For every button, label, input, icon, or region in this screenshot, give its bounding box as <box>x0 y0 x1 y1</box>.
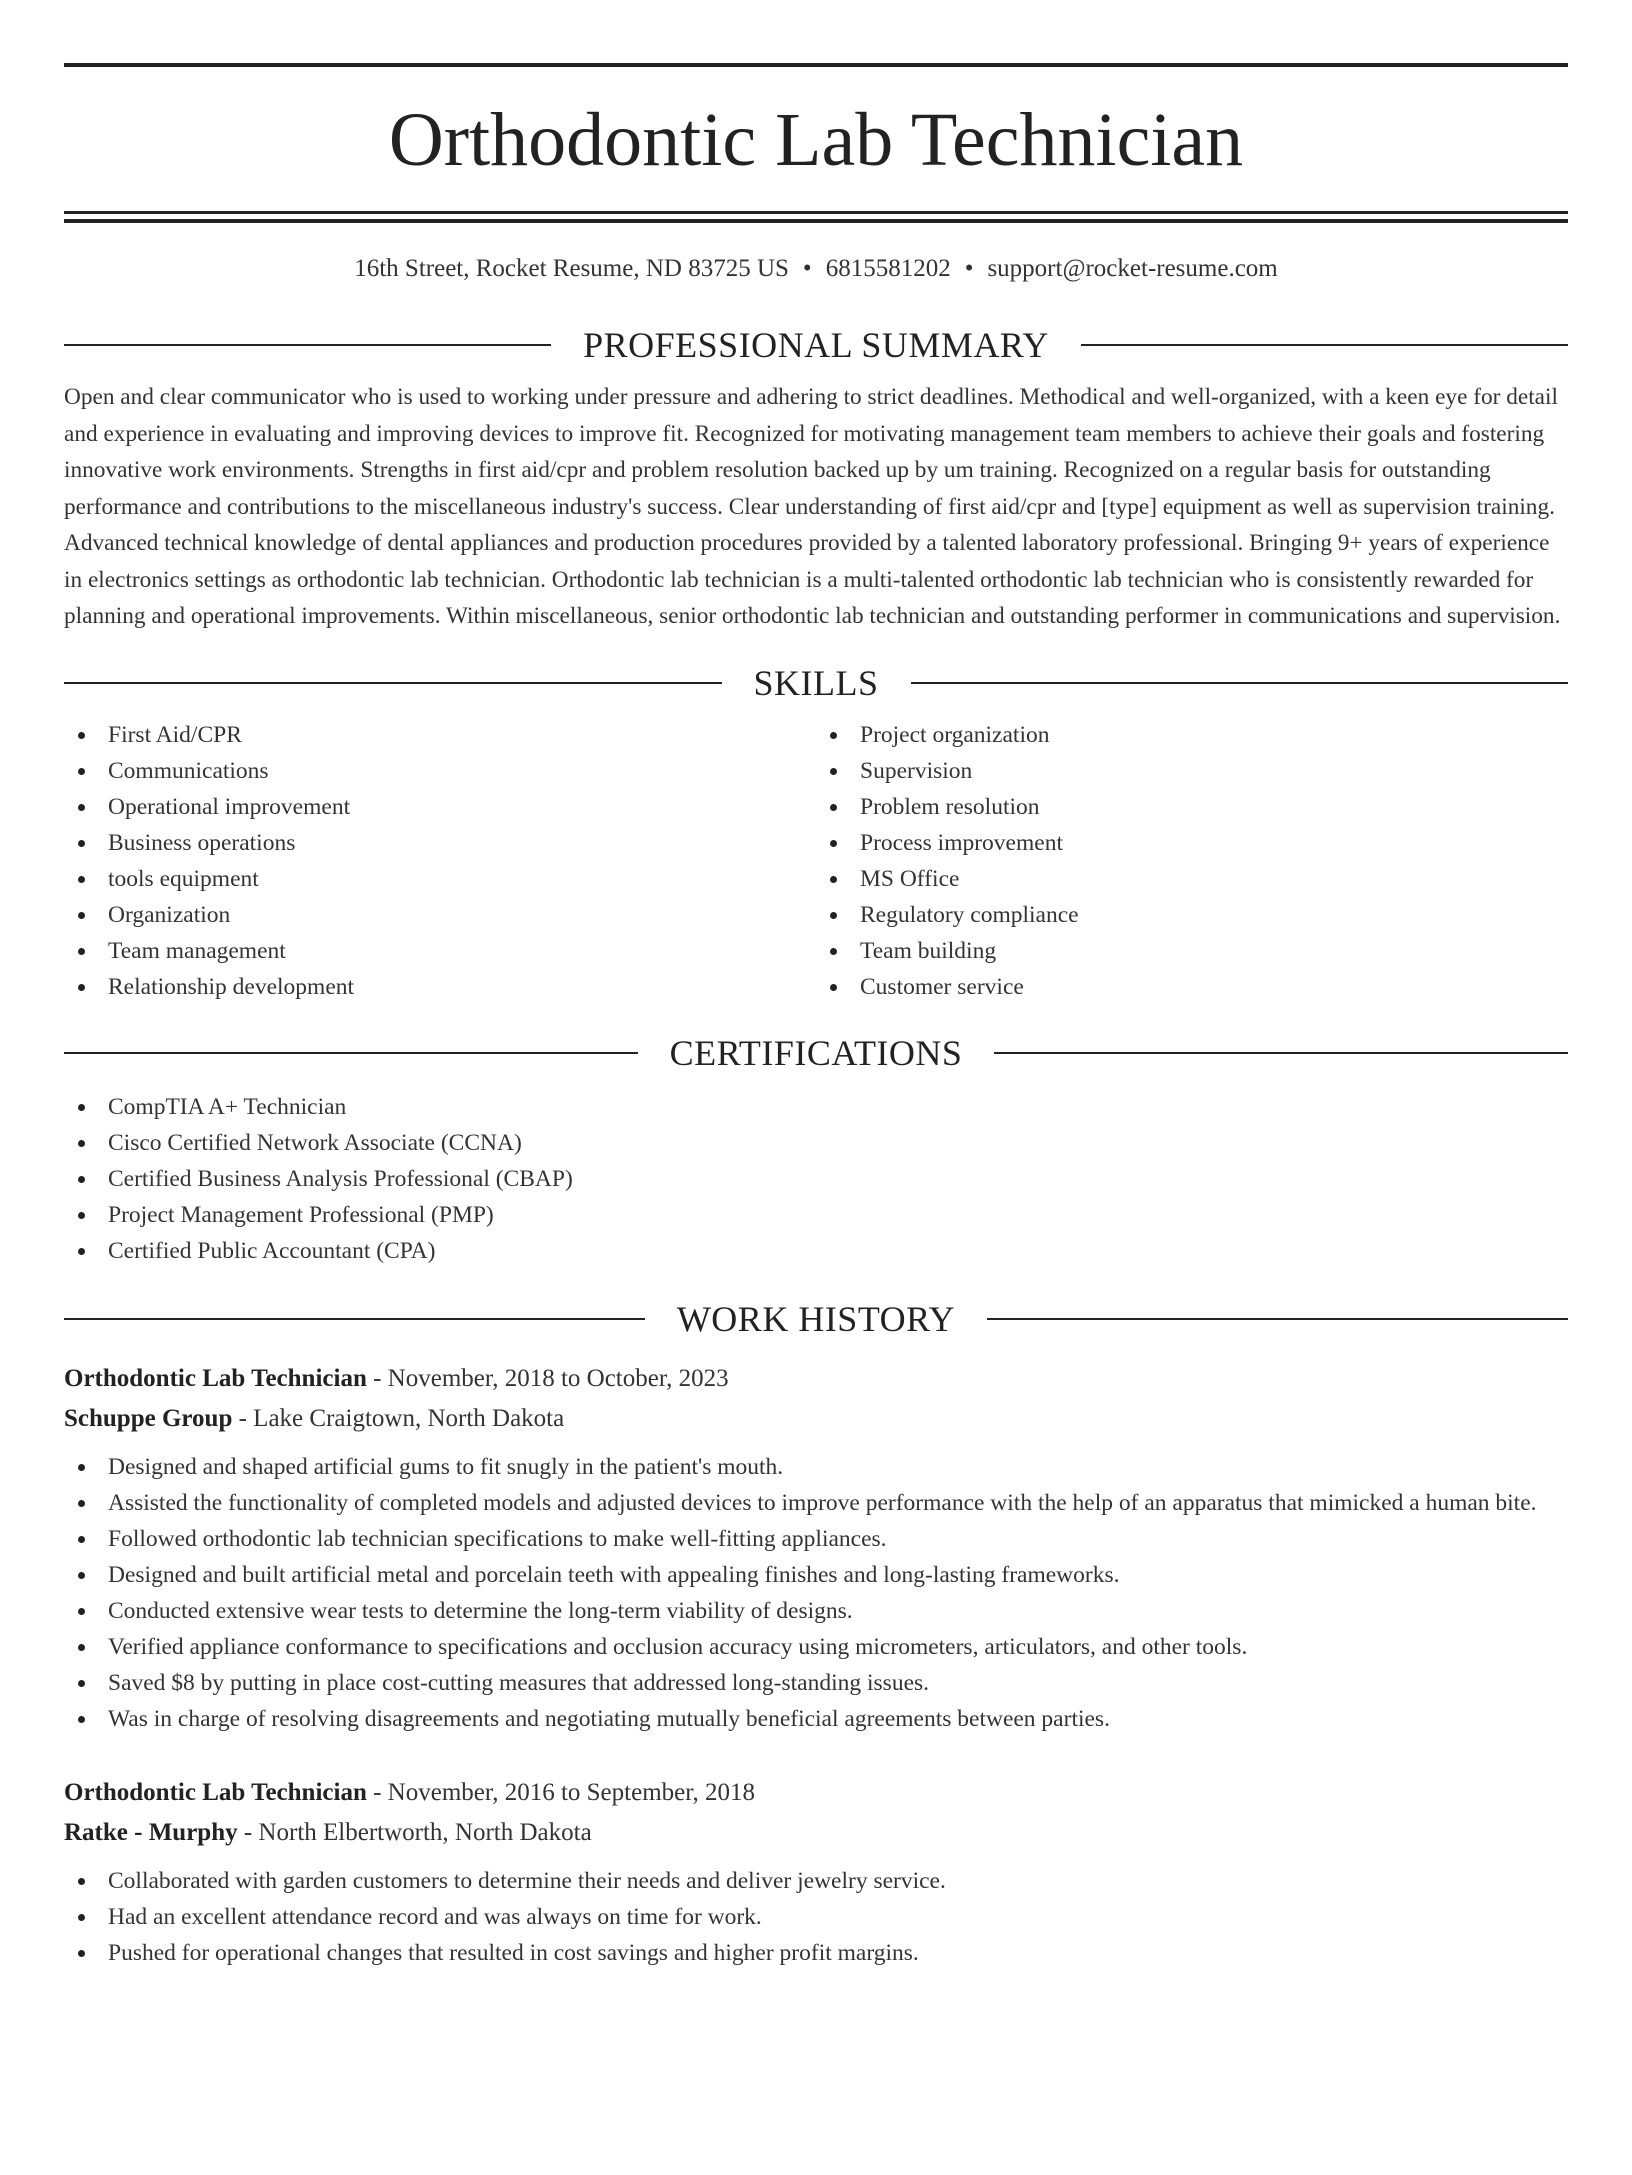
top-rule <box>64 63 1568 67</box>
skill-item: First Aid/CPR <box>64 717 816 753</box>
skill-item: Project organization <box>816 717 1568 753</box>
job-bullet: Collaborated with garden customers to determine their needs and deliver jewelry service. <box>64 1863 1568 1899</box>
job-location: - Lake Craigtown, North Dakota <box>232 1404 565 1432</box>
certification-item: Project Management Professional (PMP) <box>64 1197 1568 1233</box>
job-dates: - November, 2016 to September, 2018 <box>366 1778 756 1806</box>
skill-item: Operational improvement <box>64 789 816 825</box>
job-bullets <box>64 1449 1568 1737</box>
resume-page <box>0 63 1632 2175</box>
section-title: CERTIFICATIONS <box>669 1032 963 1073</box>
heading-rule-left <box>64 1052 638 1054</box>
certification-item: Certified Business Analysis Professional (CBAP) <box>64 1161 1568 1197</box>
job-bullet: Was in charge of resolving disagreements and negotiating mutually beneficial agreements between parties. <box>64 1701 1568 1737</box>
certifications-heading <box>64 1031 1568 1075</box>
contact-separator: • <box>964 255 974 282</box>
job-dates: - November, 2018 to October, 2023 <box>366 1364 729 1392</box>
skill-item: MS Office <box>816 861 1568 897</box>
job-bullet: Saved $8 by putting in place cost-cutting measures that addressed long-standing issues. <box>64 1665 1568 1701</box>
job-bullet: Designed and built artificial metal and porcelain teeth with appealing finishes and long-lasting frameworks. <box>64 1557 1568 1593</box>
job-company: Ratke - Murphy <box>64 1818 238 1846</box>
contact-email: support@rocket-resume.com <box>987 255 1278 282</box>
skill-item: Regulatory compliance <box>816 897 1568 933</box>
skill-item: Problem resolution <box>816 789 1568 825</box>
skill-item: Supervision <box>816 753 1568 789</box>
skill-item: Communications <box>64 753 816 789</box>
job-bullet: Designed and shaped artificial gums to fit snugly in the patient's mouth. <box>64 1449 1568 1485</box>
skill-item: Business operations <box>64 825 816 861</box>
job-bullet: Followed orthodontic lab technician specifications to make well-fitting appliances. <box>64 1521 1568 1557</box>
job-bullets <box>64 1863 1568 1971</box>
heading-rule-left <box>64 1318 645 1320</box>
heading-rule-left <box>64 344 551 346</box>
skills-heading <box>64 661 1568 705</box>
heading-rule-right <box>994 1052 1568 1054</box>
job-location: - North Elbertworth, North Dakota <box>237 1818 592 1846</box>
contact-separator: • <box>802 255 812 282</box>
job-bullet: Had an excellent attendance record and was always on time for work. <box>64 1899 1568 1935</box>
skills-list <box>64 717 1568 1005</box>
skills-column-left <box>64 717 816 1005</box>
summary-text: Open and clear communicator who is used to working under pressure and adhering to strict deadlines. Methodical and well-organized, with a keen eye for detail and experience in evaluating and improving devices to improve fit. Recognized for motivating management team members to achieve their goals and fostering innovative work environments. Strengths in first aid/cpr and problem resolution backed up by um training. Recognized on a regular basis for outstanding performance and contributions to the miscellaneous industry's success. Clear understanding of first aid/cpr and [type] equipment as well as supervision training. Advanced technical knowledge of dental appliances and production procedures provided by a talented laboratory professional. Bringing 9+ years of experience in electronics settings as orthodontic lab technician. Orthodontic lab technician is a multi-talented orthodontic lab technician who is consistently rewarded for planning and operational improvements. Within miscellaneous, senior orthodontic lab technician and outstanding performer in communications and supervision. <box>64 384 1561 629</box>
section-title: WORK HISTORY <box>676 1298 956 1339</box>
skill-item: Organization <box>64 897 816 933</box>
skills-column-right <box>816 717 1568 1005</box>
heading-rule-right <box>911 682 1569 684</box>
job-bullet: Verified appliance conformance to specifications and occlusion accuracy using micrometers, articulators, and other tools. <box>64 1629 1568 1665</box>
heading-rule-right <box>987 1318 1568 1320</box>
job-entry <box>64 1773 1568 1971</box>
job-title: Orthodontic Lab Technician <box>64 1778 367 1806</box>
job-title-line <box>64 1359 1568 1399</box>
section-title: SKILLS <box>753 662 879 703</box>
skill-item: Process improvement <box>816 825 1568 861</box>
job-entry <box>64 1359 1568 1737</box>
job-company: Schuppe Group <box>64 1404 233 1432</box>
title-double-rule <box>64 211 1568 223</box>
certification-item: CompTIA A+ Technician <box>64 1089 1568 1125</box>
page-title: Orthodontic Lab Technician <box>388 98 1244 182</box>
work-history-heading <box>64 1297 1568 1341</box>
certifications-list <box>64 1089 1568 1269</box>
job-bullet: Conducted extensive wear tests to determine the long-term viability of designs. <box>64 1593 1568 1629</box>
contact-address: 16th Street, Rocket Resume, ND 83725 US <box>354 255 789 282</box>
skill-item: Team management <box>64 933 816 969</box>
job-company-line <box>64 1813 1568 1853</box>
heading-rule-left <box>64 682 722 684</box>
skill-item: Team building <box>816 933 1568 969</box>
job-title: Orthodontic Lab Technician <box>64 1364 367 1392</box>
summary-heading <box>64 323 1568 367</box>
job-company-line <box>64 1399 1568 1439</box>
contact-line <box>64 251 1568 287</box>
certification-item: Certified Public Accountant (CPA) <box>64 1233 1568 1269</box>
job-bullet: Pushed for operational changes that resulted in cost savings and higher profit margins. <box>64 1935 1568 1971</box>
job-title-line <box>64 1773 1568 1813</box>
skill-item: tools equipment <box>64 861 816 897</box>
certification-item: Cisco Certified Network Associate (CCNA) <box>64 1125 1568 1161</box>
skill-item: Relationship development <box>64 969 816 1005</box>
job-bullet: Assisted the functionality of completed models and adjusted devices to improve performance with the help of an apparatus that mimicked a human bite. <box>64 1485 1568 1521</box>
contact-phone: 6815581202 <box>825 255 951 282</box>
skill-item: Customer service <box>816 969 1568 1005</box>
heading-rule-right <box>1081 344 1568 346</box>
section-title: PROFESSIONAL SUMMARY <box>583 325 1049 365</box>
